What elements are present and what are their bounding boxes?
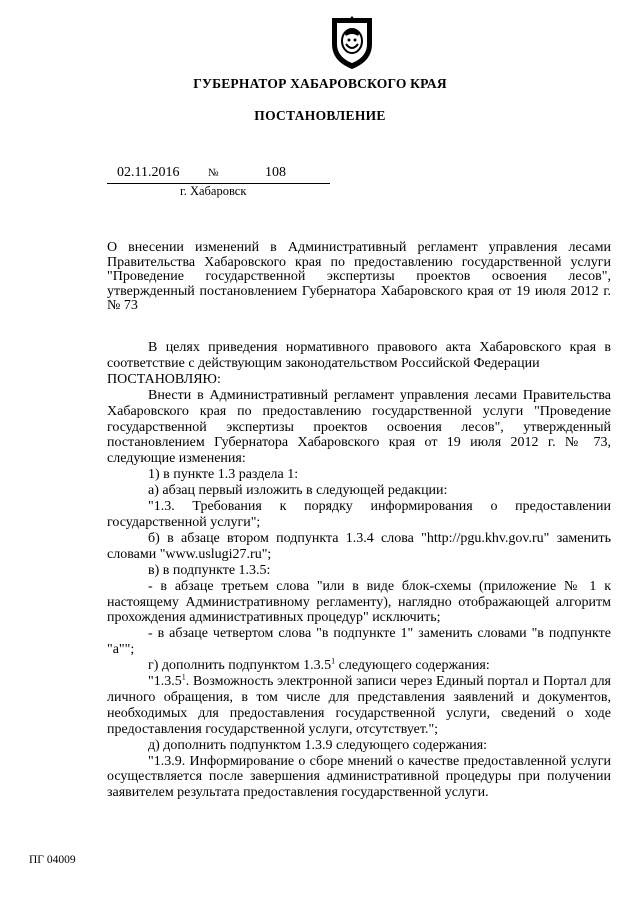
text-run: . Возможность электронной записи через Единый портал и Портал для личного обращения, в том числе для представления заявлений и документов, необходимых для предоставления государственной услуги, сведений о ходе предоставления государственной услуги, отсутствует."; <box>107 674 611 737</box>
superscript: 1 <box>181 672 186 682</box>
number-sign: № <box>208 167 219 179</box>
body-paragraph: - в абзаце четвертом слова "в подпункте 1" заменить словами "в подпункте "а""; <box>107 626 611 658</box>
document-body <box>107 340 611 801</box>
document-type: ПОСТАНОВЛЕНИЕ <box>254 108 386 123</box>
city: г. Хабаровск <box>180 184 247 198</box>
body-paragraph: В целях приведения нормативного правового акта Хабаровского края в соответствие с действующим законодательством Российской Федерации <box>107 340 611 371</box>
body-paragraph: д) дополнить подпунктом 1.3.9 следующего содержания: <box>148 737 488 753</box>
body-paragraph: 1) в пункте 1.3 раздела 1: <box>148 467 299 483</box>
body-paragraph: "1.3. Требования к порядку информирования о предоставлении государственной услуги"; <box>107 499 611 530</box>
superscript: 1 <box>331 656 336 666</box>
document-date: 02.11.2016 <box>117 165 180 180</box>
coat-of-arms-emblem-icon <box>329 14 375 70</box>
text-run: "1.3.5 <box>148 674 182 690</box>
body-paragraph: ПОСТАНОВЛЯЮ: <box>107 371 221 387</box>
text-run: г) дополнить подпунктом 1.3.5 <box>148 658 332 674</box>
document-number: 108 <box>265 165 286 180</box>
body-paragraph: а) абзац первый изложить в следующей редакции: <box>148 483 448 499</box>
issuer-title: ГУБЕРНАТОР ХАБАРОВСКОГО КРАЯ <box>193 76 447 91</box>
body-paragraph: - в абзаце третьем слова "или в виде блок-схемы (приложение № 1 к настоящему Административному регламенту), наглядно отображающей алгоритм прохождения административных процедур" исключить; <box>107 578 611 626</box>
form-code: ПГ 04009 <box>29 854 76 866</box>
text-run: следующего содержания: <box>335 658 490 674</box>
body-paragraph: "1.3.9. Информирование о сборе мнений о качестве предоставленной услуги осуществляется после завершения административной процедуры при получении заявителем результата предоставления государственной услуги. <box>107 753 611 801</box>
date-number-line <box>107 165 330 184</box>
body-paragraph: б) в абзаце втором подпункта 1.3.4 слова "http://pgu.khv.gov.ru" заменить словами "www.uslugi27.ru"; <box>107 530 611 562</box>
body-paragraph: в) в подпункте 1.3.5: <box>148 562 271 578</box>
document-subject: О внесении изменений в Административный регламент управления лесами Правительства Хабаровского края по предоставлению государственной услуги "Проведение государственной экспертизы проектов освоения лесов", утвержденный постановлением Губернатора Хабаровского края от 19 июля 2012 г. № 73 <box>107 240 611 314</box>
body-paragraph: Внести в Административный регламент управления лесами Правительства Хабаровского края по предоставлению государственной услуги "Проведение государственной экспертизы проектов освоения лесов", утвержденный постановлением Губернатора Хабаровского края от 19 июля 2012 г. № 73, следующие изменения: <box>107 387 611 467</box>
body-paragraph <box>107 674 611 738</box>
